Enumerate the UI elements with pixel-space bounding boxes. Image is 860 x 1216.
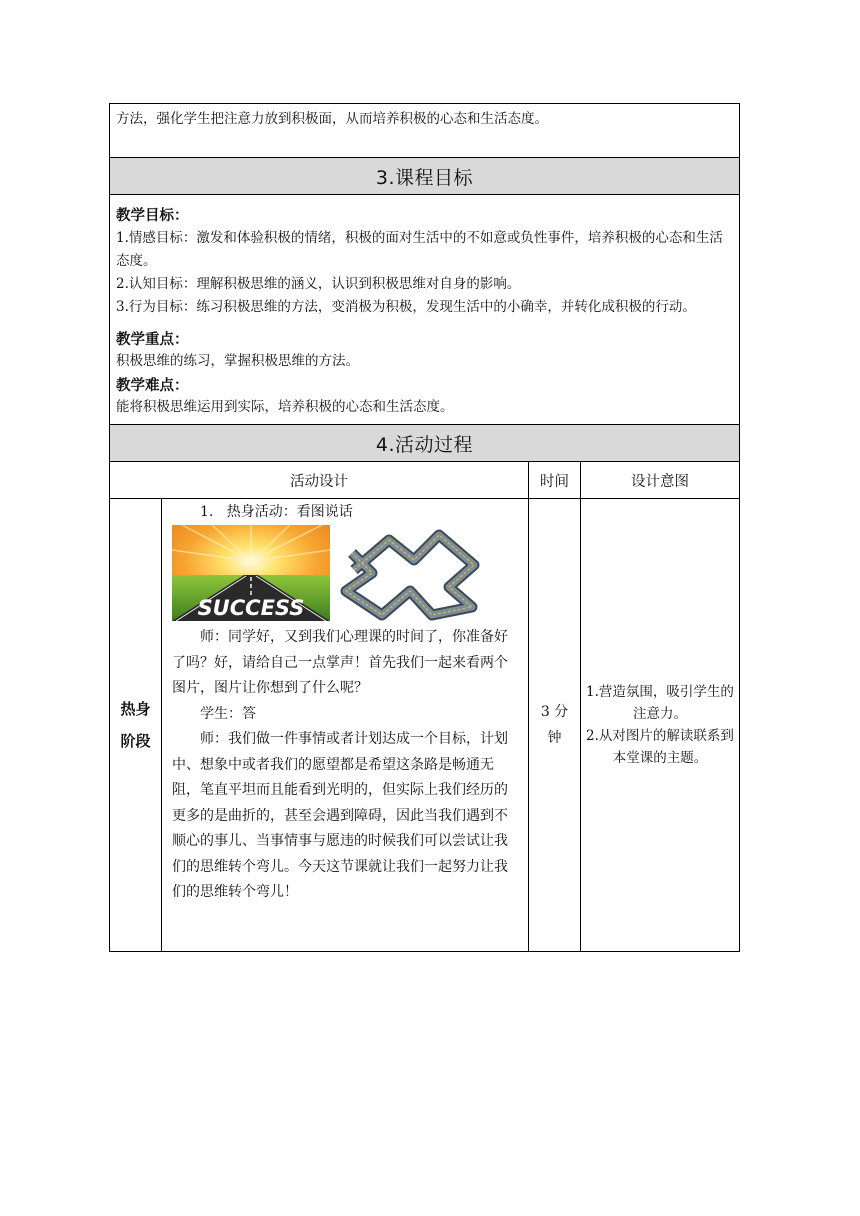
goal-2: 2.认知目标：理解积极思维的涵义，认识到积极思维对自身的影响。 (116, 276, 521, 292)
stage-label-line1: 热身 (120, 700, 151, 718)
time-cell (529, 499, 581, 952)
column-header-row (110, 462, 740, 499)
success-road-image (172, 525, 330, 621)
section3-header-row (110, 158, 740, 195)
stage-cell (110, 499, 162, 952)
col-time: 时间 (529, 462, 581, 499)
key-text: 积极思维的练习，掌握积极思维的方法。 (116, 353, 359, 369)
section3-body (110, 195, 740, 425)
time-value-line1: 3 分 (540, 704, 569, 720)
section3-title: 3.课程目标 (110, 158, 740, 195)
col-design-intent: 设计意图 (581, 462, 740, 499)
winding-road-image (334, 525, 484, 621)
intro-row (110, 104, 740, 158)
stage-label-line2: 阶段 (120, 732, 151, 750)
difficulty-text: 能将积极思维运用到实际，培养积极的心态和生活态度。 (116, 399, 454, 415)
difficulty-heading: 教学难点： (116, 378, 189, 394)
intent-cell (581, 499, 740, 952)
activity-cell (162, 499, 529, 952)
success-text: SUCCESS (197, 596, 305, 620)
section4-header-row (110, 425, 740, 462)
col-activity-design: 活动设计 (110, 462, 529, 499)
warmup-row (110, 499, 740, 952)
section3-body-row (110, 195, 740, 425)
time-value-line2: 钟 (547, 730, 562, 746)
lesson-plan-table (109, 103, 740, 952)
document-page (109, 103, 739, 952)
goal-1: 1.情感目标：激发和体验积极的情绪，积极的面对生活中的不如意或负性事件，培养积极的心态和生活态度。 (116, 230, 723, 269)
activity-item-title: 1. 热身活动：看图说话 (200, 504, 353, 520)
intent-point-1: 1.营造氛围，吸引学生的注意力。 (586, 684, 734, 722)
goal-3: 3.行为目标：练习积极思维的方法，变消极为积极，发现生活中的小确幸，并转化成积极的行动。 (116, 299, 696, 315)
goals-heading: 教学目标： (116, 208, 189, 224)
teacher-intro-paragraph: 师：同学好，又到我们心理课的时间了，你准备好了吗？好，请给自己一点掌声！首先我们一起来看两个图片，图片让你想到了什么呢？ (172, 629, 508, 696)
warmup-pictures (172, 525, 520, 621)
teacher-explanation-paragraph: 师：我们做一件事情或者计划达成一个目标，计划中、想象中或者我们的愿望都是希望这条路是畅通无阻，笔直平坦而且能看到光明的，但实际上我们经历的更多的是曲折的，甚至会遇到障碍，因此当我们遇到不顺心的事儿、当事情事与愿违的时候我们可以尝试让我们的思维转个弯儿。今天这节课就让我们一起努力让我们的思维转个弯儿！ (172, 731, 508, 900)
intent-point-2: 2.从对图片的解读联系到本堂课的主题。 (586, 728, 734, 766)
student-answer-paragraph: 学生：答 (200, 705, 256, 722)
section4-title: 4.活动过程 (110, 425, 740, 462)
intro-continued-text: 方法，强化学生把注意力放到积极面，从而培养积极的心态和生活态度。 (110, 104, 740, 158)
key-heading: 教学重点： (116, 332, 189, 348)
